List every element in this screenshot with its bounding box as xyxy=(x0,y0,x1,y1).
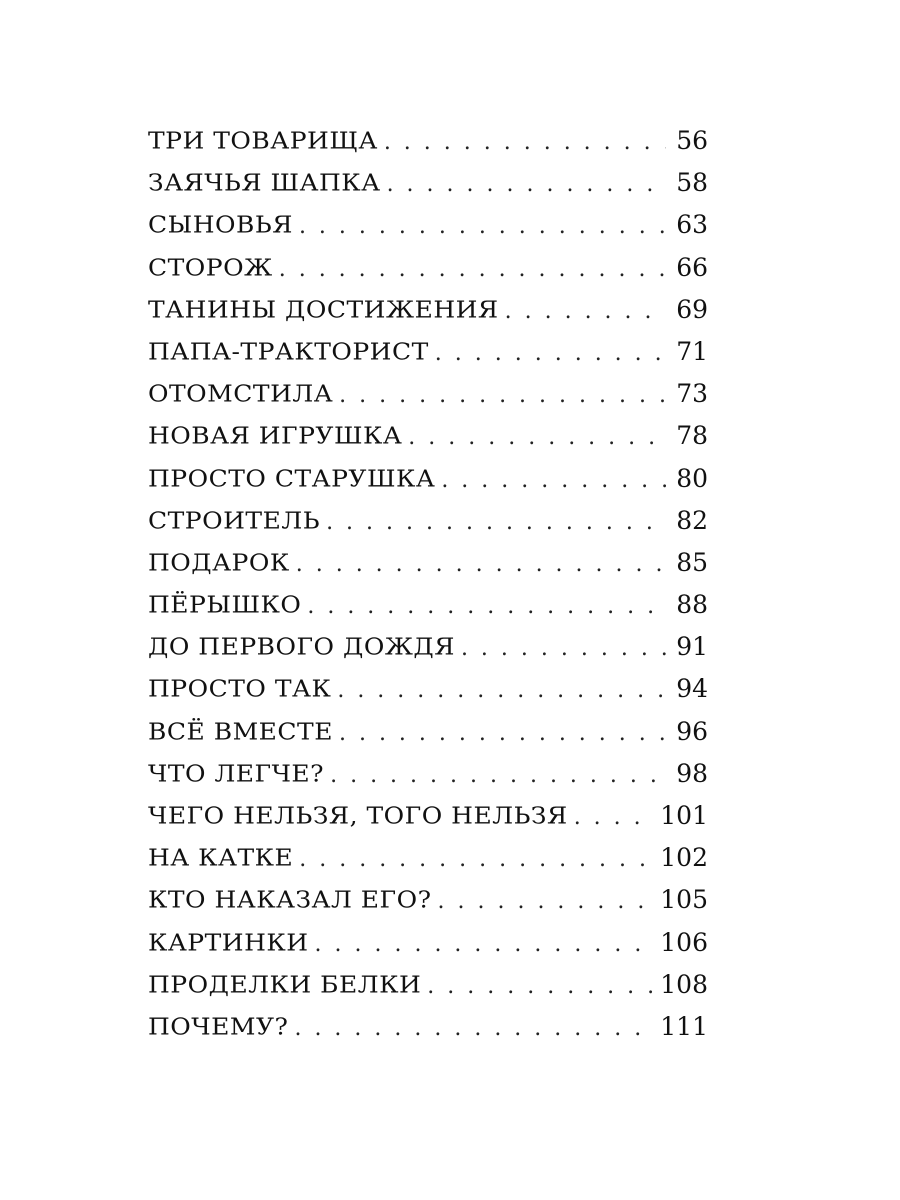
toc-entry[interactable] xyxy=(148,204,708,246)
toc-entry-page: 71 xyxy=(676,336,708,366)
toc-entry[interactable] xyxy=(148,922,708,964)
toc-entry-page: 88 xyxy=(676,590,708,620)
toc-leader-dots xyxy=(330,755,666,797)
toc-entry-title: ДО ПЕРВОГО ДОЖДЯ xyxy=(148,633,455,661)
toc-entry-page: 63 xyxy=(676,210,708,240)
toc-entry[interactable] xyxy=(148,584,708,626)
toc-entry-page: 73 xyxy=(676,379,708,409)
toc-entry-page: 85 xyxy=(676,547,708,577)
toc-leader-dots xyxy=(339,375,666,417)
toc-entry[interactable] xyxy=(148,162,708,204)
toc-leader-dots xyxy=(505,291,666,333)
toc-entry[interactable] xyxy=(148,626,708,668)
toc-leader-dots xyxy=(315,924,655,966)
toc-entry[interactable] xyxy=(148,837,708,879)
toc-entry[interactable] xyxy=(148,415,708,457)
toc-entry-title: НА КАТКЕ xyxy=(148,843,294,872)
toc-entry[interactable] xyxy=(148,120,708,162)
toc-entry-title: ПАПА-ТРАКТОРИСТ xyxy=(148,337,429,366)
toc-entry[interactable] xyxy=(148,373,708,415)
toc-entry[interactable] xyxy=(148,879,708,921)
table-of-contents xyxy=(148,120,708,1048)
toc-entry[interactable] xyxy=(148,668,708,710)
toc-entry-title: СЫНОВЬЯ xyxy=(148,211,293,239)
toc-leader-dots xyxy=(461,628,666,670)
toc-entry-page: 66 xyxy=(676,252,708,282)
toc-leader-dots xyxy=(441,460,666,502)
toc-entry[interactable] xyxy=(148,795,708,837)
toc-entry-title: ПРОДЕЛКИ БЕЛКИ xyxy=(148,970,422,999)
toc-leader-dots xyxy=(299,839,654,881)
toc-entry-title: ЧЕГО НЕЛЬЗЯ, ТОГО НЕЛЬЗЯ xyxy=(148,801,568,830)
toc-leader-dots xyxy=(299,206,666,248)
toc-leader-dots xyxy=(435,333,666,375)
toc-entry[interactable] xyxy=(148,500,708,542)
toc-leader-dots xyxy=(427,966,654,1008)
toc-leader-dots xyxy=(296,544,666,586)
toc-entry-page: 106 xyxy=(660,927,708,957)
toc-leader-dots xyxy=(438,881,655,923)
toc-entry-page: 94 xyxy=(676,674,708,704)
toc-entry-title: КТО НАКАЗАЛ ЕГО? xyxy=(148,886,432,914)
toc-entry[interactable] xyxy=(148,542,708,584)
toc-leader-dots xyxy=(339,713,666,755)
toc-entry-title: ПОЧЕМУ? xyxy=(148,1012,289,1041)
toc-leader-dots xyxy=(279,249,666,291)
toc-entry[interactable] xyxy=(148,289,708,331)
toc-entry-title: НОВАЯ ИГРУШКА xyxy=(148,422,403,450)
toc-entry[interactable] xyxy=(148,1006,708,1048)
toc-entry-title: СТОРОЖ xyxy=(148,253,273,281)
toc-entry-title: ОТОМСТИЛА xyxy=(148,379,334,408)
toc-leader-dots xyxy=(337,670,666,712)
toc-entry[interactable] xyxy=(148,753,708,795)
toc-leader-dots xyxy=(408,417,666,459)
toc-entry-page: 111 xyxy=(660,1011,708,1041)
toc-entry-title: СТРОИТЕЛЬ xyxy=(148,506,321,534)
toc-entry[interactable] xyxy=(148,247,708,289)
toc-entry-page: 69 xyxy=(676,294,708,324)
toc-entry-page: 91 xyxy=(676,632,708,662)
toc-entry-title: ВСЁ ВМЕСТЕ xyxy=(148,717,333,745)
toc-entry[interactable] xyxy=(148,964,708,1006)
toc-leader-dots xyxy=(294,1008,654,1050)
toc-entry-title: ПРОСТО ТАК xyxy=(148,675,332,703)
toc-entry-page: 56 xyxy=(676,126,708,155)
toc-entry-page: 78 xyxy=(676,421,708,451)
toc-leader-dots xyxy=(387,164,666,206)
toc-entry[interactable] xyxy=(148,331,708,373)
toc-entry-title: ПОДАРОК xyxy=(148,548,290,577)
toc-leader-dots xyxy=(307,586,666,628)
toc-entry[interactable] xyxy=(148,458,708,500)
toc-leader-dots xyxy=(574,797,655,839)
toc-entry-title: ЧТО ЛЕГЧЕ? xyxy=(148,759,325,788)
toc-entry-title: ЗАЯЧЬЯ ШАПКА xyxy=(148,168,381,197)
toc-entry-page: 102 xyxy=(660,843,708,873)
toc-entry-title: ТАНИНЫ ДОСТИЖЕНИЯ xyxy=(148,295,499,324)
toc-entry-page: 82 xyxy=(676,505,708,535)
toc-entry-title: КАРТИНКИ xyxy=(148,928,309,956)
toc-entry-title: ТРИ ТОВАРИЩА xyxy=(148,126,378,155)
toc-entry-page: 105 xyxy=(660,885,708,915)
toc-entry[interactable] xyxy=(148,711,708,753)
toc-entry-title: ПРОСТО СТАРУШКА xyxy=(148,464,436,492)
toc-leader-dots xyxy=(384,122,666,164)
toc-entry-page: 98 xyxy=(676,758,708,788)
toc-entry-page: 96 xyxy=(676,716,708,746)
toc-leader-dots xyxy=(326,502,666,544)
toc-entry-title: ПЁРЫШКО xyxy=(148,590,302,619)
toc-entry-page: 58 xyxy=(676,168,708,198)
toc-entry-page: 101 xyxy=(660,801,708,830)
toc-entry-page: 80 xyxy=(676,463,708,493)
toc-entry-page: 108 xyxy=(660,969,708,999)
